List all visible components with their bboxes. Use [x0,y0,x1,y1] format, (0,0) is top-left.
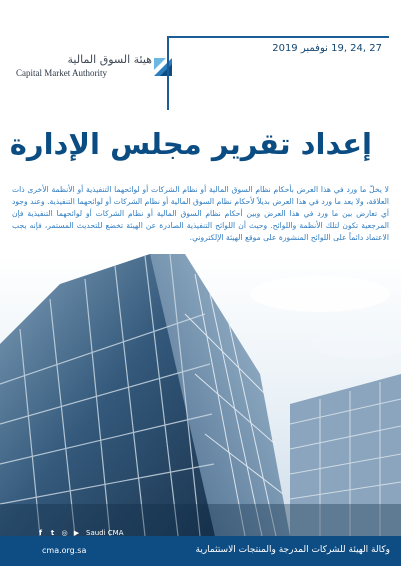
social-handle[interactable]: Saudi CMA [86,529,124,537]
youtube-icon[interactable]: ▶ [73,529,80,537]
frame-line-horizontal [167,36,389,38]
website-url[interactable]: cma.org.sa [42,546,87,555]
building-illustration [0,254,401,536]
logo-english-text: Capital Market Authority [16,68,107,78]
page-title: إعداد تقرير مجلس الإدارة [9,127,372,161]
social-links [36,528,124,538]
twitter-icon[interactable]: t [50,529,55,537]
event-date: 27 ,24 ,19 نوفمبر 2019 [272,43,382,54]
frame-line-vertical [167,36,169,110]
cma-logo [12,52,177,82]
cma-logo-mark-icon [152,54,174,78]
facebook-icon[interactable]: f [38,529,43,537]
instagram-icon[interactable]: ◎ [61,529,68,537]
disclaimer-text: لا يخلّ ما ورد في هذا العرض بأحكام نظام السوق المالية أو نظام الشركات أو لوائحهما التنفيذية أو الأنظمة الأخرى ذات العلاقة، ولا يعد ما ورد في هذا العرض بديلاً لأحكام نظام السوق المالية أو نظام الشركات أو لوائحهما التنفيذية. وعند وجود أي تعارض بين ما ورد في هذا العرض وبين أحكام نظام السوق المالية أو نظام الشركات أو لوائحهما التنفيذية فإن المرجعية تكون لتلك الأنظمة واللوائح. وحيث أن اللوائح التنفيذية الصادرة عن الهيئة تخضع للتحديث المستمر، فإنه يجب الاعتماد دائماً على اللوائح المنشورة على موقع الهيئة الإلكتروني. [12,185,389,242]
footer-agency-text: وكالة الهيئة للشركات المدرجة والمنتجات الاستثمارية [195,545,390,555]
footer-bar [0,536,401,566]
building-photo [0,254,401,536]
logo-arabic-text: هيئة السوق المالية [67,53,152,66]
